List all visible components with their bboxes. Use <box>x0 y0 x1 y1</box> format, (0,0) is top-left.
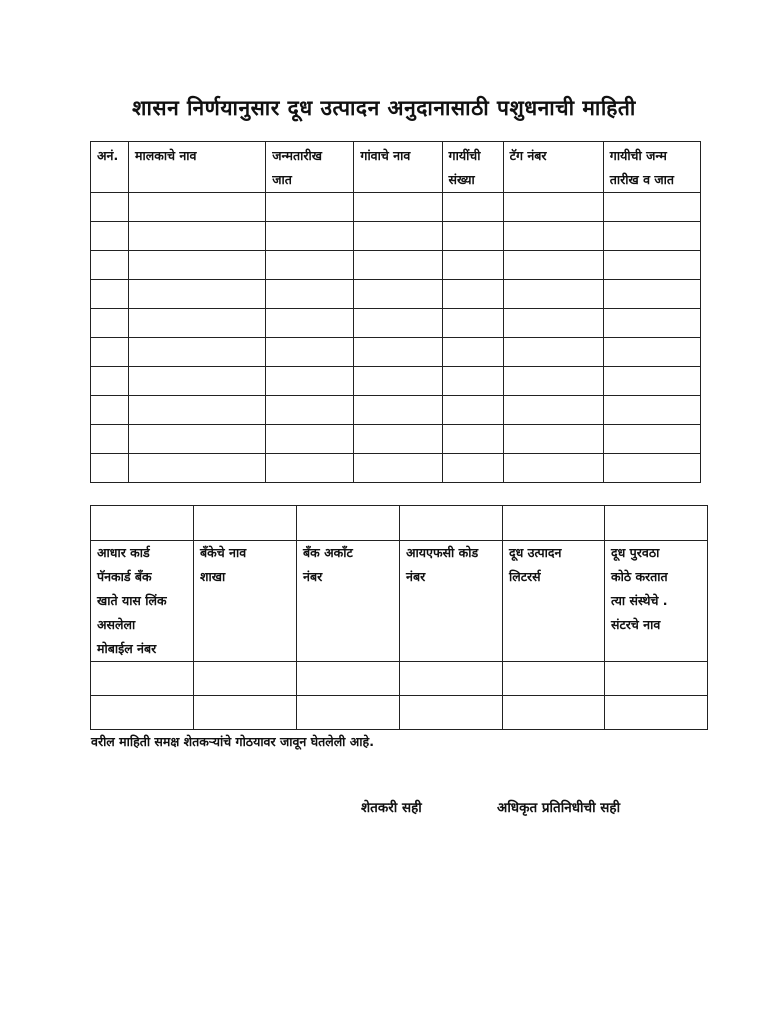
column-header: जन्मतारीख जात <box>266 142 354 193</box>
table-row <box>91 506 708 541</box>
table-cell[interactable] <box>91 251 129 280</box>
table-row <box>91 251 701 280</box>
table-cell[interactable] <box>129 338 266 367</box>
table-cell[interactable] <box>129 425 266 454</box>
table-cell[interactable] <box>400 662 503 696</box>
table-row <box>91 696 708 730</box>
table-cell[interactable] <box>603 367 700 396</box>
verification-note: वरील माहिती समक्ष शेतकऱ्यांचे गोठयावर जावून घेतलेली आहे. <box>91 734 374 749</box>
table-cell[interactable] <box>91 696 194 730</box>
table-cell[interactable] <box>442 222 503 251</box>
table-cell[interactable] <box>266 338 354 367</box>
table-row <box>91 309 701 338</box>
table-cell[interactable] <box>91 454 129 483</box>
table-cell[interactable] <box>354 280 442 309</box>
page-title: शासन निर्णयानुसार दूध उत्पादन अनुदानासाठी पशुधनाची माहिती <box>132 96 636 120</box>
table-cell[interactable] <box>91 506 194 541</box>
table-cell[interactable] <box>442 396 503 425</box>
table1-header-row <box>91 142 701 193</box>
table-cell[interactable] <box>603 338 700 367</box>
table-cell[interactable] <box>354 338 442 367</box>
table-cell[interactable] <box>194 506 297 541</box>
table-cell[interactable] <box>605 662 708 696</box>
table-cell[interactable] <box>503 367 603 396</box>
table-row <box>91 454 701 483</box>
table-cell[interactable] <box>266 454 354 483</box>
column-header: गायींची संख्या <box>442 142 503 193</box>
table-cell[interactable] <box>91 280 129 309</box>
column-header: गायीची जन्म तारीख व जात <box>603 142 700 193</box>
table-cell[interactable] <box>603 222 700 251</box>
column-header: दूध पुरवठा कोठे करतात त्या संस्थेचे . संटरचे नाव <box>605 541 708 662</box>
livestock-table <box>90 141 701 483</box>
table-cell[interactable] <box>266 367 354 396</box>
table-cell[interactable] <box>297 696 400 730</box>
column-header: टॅग नंबर <box>503 142 603 193</box>
table-cell[interactable] <box>194 662 297 696</box>
table-cell[interactable] <box>503 662 605 696</box>
table-cell[interactable] <box>354 222 442 251</box>
table-row <box>91 367 701 396</box>
table-cell[interactable] <box>266 251 354 280</box>
table-row <box>91 425 701 454</box>
column-header: मालकाचे नाव <box>129 142 266 193</box>
table-cell[interactable] <box>266 222 354 251</box>
column-header: दूध उत्पादन लिटरर्स <box>503 541 605 662</box>
table-row <box>91 662 708 696</box>
table-cell[interactable] <box>266 425 354 454</box>
column-header: बँक अकाँट नंबर <box>297 541 400 662</box>
table-cell[interactable] <box>503 222 603 251</box>
table-cell[interactable] <box>354 309 442 338</box>
table-cell[interactable] <box>442 454 503 483</box>
table-cell[interactable] <box>503 396 603 425</box>
table-cell[interactable] <box>91 338 129 367</box>
table-cell[interactable] <box>503 425 603 454</box>
column-header: बँकेचे नाव शाखा <box>194 541 297 662</box>
table-cell[interactable] <box>266 309 354 338</box>
table-row <box>91 280 701 309</box>
table-row <box>91 222 701 251</box>
table-cell[interactable] <box>603 425 700 454</box>
column-header: आधार कार्ड पॅनकार्ड बँक खाते यास लिंक असलेला मोबाईल नंबर <box>91 541 194 662</box>
table-cell[interactable] <box>129 367 266 396</box>
table-cell[interactable] <box>503 454 603 483</box>
table-cell[interactable] <box>129 193 266 222</box>
table-cell[interactable] <box>605 506 708 541</box>
table-cell[interactable] <box>442 425 503 454</box>
table-cell[interactable] <box>503 280 603 309</box>
table-cell[interactable] <box>603 396 700 425</box>
table-cell[interactable] <box>266 396 354 425</box>
table-cell[interactable] <box>91 222 129 251</box>
table-cell[interactable] <box>91 309 129 338</box>
table-cell[interactable] <box>442 367 503 396</box>
table-cell[interactable] <box>442 251 503 280</box>
table-cell[interactable] <box>194 696 297 730</box>
table-cell[interactable] <box>91 396 129 425</box>
table-cell[interactable] <box>400 696 503 730</box>
table-cell[interactable] <box>129 251 266 280</box>
table-cell[interactable] <box>442 193 503 222</box>
table-cell[interactable] <box>297 506 400 541</box>
table-cell[interactable] <box>354 454 442 483</box>
table-cell[interactable] <box>91 662 194 696</box>
table-cell[interactable] <box>297 662 400 696</box>
table-cell[interactable] <box>129 454 266 483</box>
bank-details-table <box>90 505 708 730</box>
table-cell[interactable] <box>503 506 605 541</box>
table-cell[interactable] <box>503 309 603 338</box>
table-cell[interactable] <box>91 193 129 222</box>
representative-signature-label: अधिकृत प्रतिनिधीची सही <box>497 800 621 816</box>
table-cell[interactable] <box>129 309 266 338</box>
column-header: आयएफसी कोड नंबर <box>400 541 503 662</box>
table-cell[interactable] <box>503 251 603 280</box>
table-cell[interactable] <box>91 367 129 396</box>
table-cell[interactable] <box>400 506 503 541</box>
table-cell[interactable] <box>442 309 503 338</box>
table-cell[interactable] <box>605 696 708 730</box>
table-cell[interactable] <box>91 425 129 454</box>
table-cell[interactable] <box>354 193 442 222</box>
table-row <box>91 396 701 425</box>
table2-header-row <box>91 541 708 662</box>
table-cell[interactable] <box>603 251 700 280</box>
farmer-signature-label: शेतकरी सही <box>361 800 422 816</box>
table-cell[interactable] <box>503 338 603 367</box>
table-cell[interactable] <box>354 396 442 425</box>
table-cell[interactable] <box>603 309 700 338</box>
table-cell[interactable] <box>266 193 354 222</box>
table-cell[interactable] <box>354 251 442 280</box>
table-cell[interactable] <box>603 454 700 483</box>
table-cell[interactable] <box>129 396 266 425</box>
table-cell[interactable] <box>129 280 266 309</box>
table-row <box>91 338 701 367</box>
table-cell[interactable] <box>503 193 603 222</box>
table-cell[interactable] <box>266 280 354 309</box>
column-header: गांवाचे नाव <box>354 142 442 193</box>
table-cell[interactable] <box>354 425 442 454</box>
table-cell[interactable] <box>129 222 266 251</box>
table-cell[interactable] <box>603 193 700 222</box>
column-header: अनं. <box>91 142 129 193</box>
table-cell[interactable] <box>354 367 442 396</box>
table-cell[interactable] <box>442 338 503 367</box>
table-cell[interactable] <box>503 696 605 730</box>
table-cell[interactable] <box>442 280 503 309</box>
table-row <box>91 193 701 222</box>
table-cell[interactable] <box>603 280 700 309</box>
